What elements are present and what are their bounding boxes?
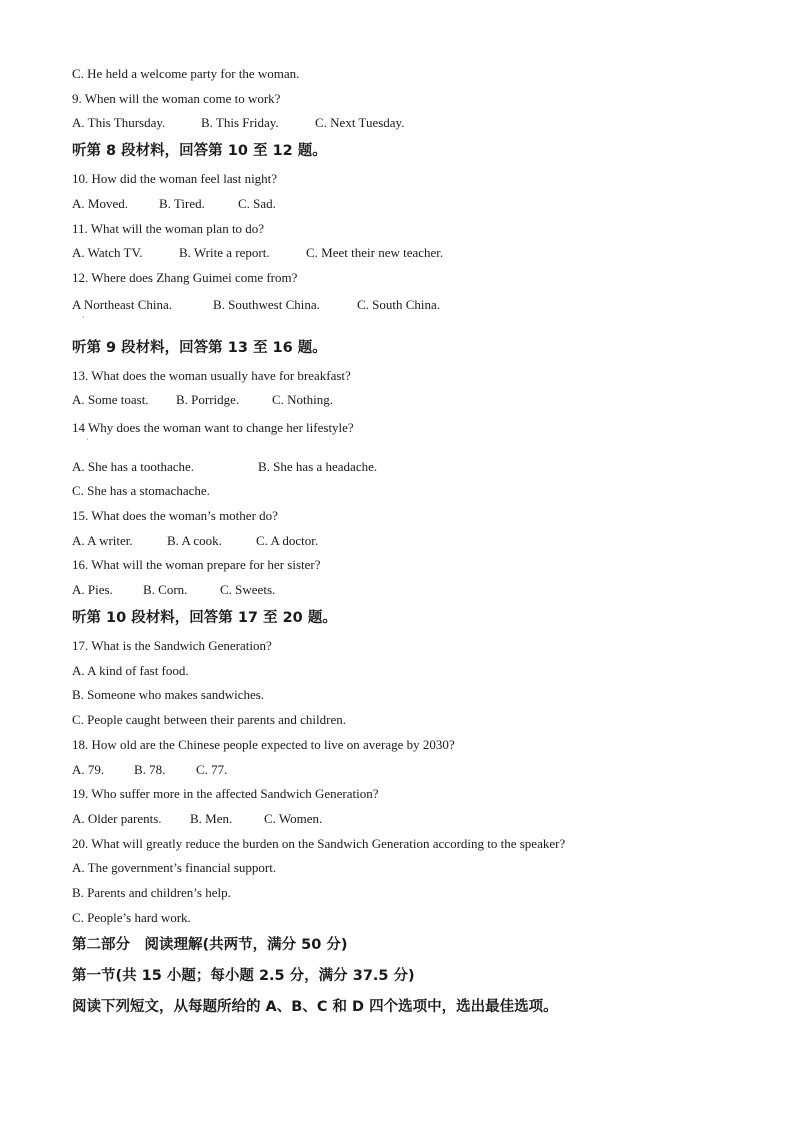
option-a: A. Older parents. (72, 811, 162, 826)
question-14-option-c: C. She has a stomachache. (72, 483, 210, 498)
question-17-option-c: C. People caught between their parents and children. (72, 712, 346, 727)
option-c: C. Meet their new teacher. (306, 245, 444, 260)
speck-mark: · (82, 313, 85, 322)
option-c: C. Women. (264, 811, 323, 826)
question-20: 20. What will greatly reduce the burden on the Sandwich Generation according to the speaker? (72, 836, 566, 851)
option-c: C. Nothing. (272, 392, 334, 407)
option-c: C. South China. (357, 297, 441, 312)
question-17-option-a: A. A kind of fast food. (72, 663, 189, 678)
question-9: 9. When will the woman come to work? (72, 91, 281, 106)
option-b: B. A cook. (167, 533, 222, 548)
option-b: B. This Friday. (201, 115, 279, 130)
option-b: B. She has a headache. (258, 459, 378, 474)
question-17: 17. What is the Sandwich Generation? (72, 638, 272, 653)
section-heading-10: 听第 10 段材料，回答第 17 至 20 题。 (72, 610, 337, 626)
question-17-option-b: B. Someone who makes sandwiches. (72, 687, 265, 702)
option-b: B. Tired. (159, 196, 205, 211)
question-16: 16. What will the woman prepare for her sister? (72, 557, 321, 572)
part-two-heading: 第二部分 阅读理解(共两节，满分 50 分) (72, 937, 348, 953)
q8-option-c: C. He held a welcome party for the woman. (72, 66, 300, 81)
question-20-option-b: B. Parents and children’s help. (72, 885, 231, 900)
question-10-options (72, 196, 276, 212)
section-heading-9: 听第 9 段材料，回答第 13 至 16 题。 (72, 340, 327, 356)
option-a: A. Moved. (72, 196, 128, 211)
speck-mark: · (86, 435, 89, 444)
question-10: 10. How did the woman feel last night? (72, 171, 278, 186)
option-a: A. This Thursday. (72, 115, 166, 130)
option-b: B. Porridge. (176, 392, 240, 407)
question-11-options (72, 245, 443, 261)
option-c: C. Next Tuesday. (315, 115, 405, 130)
option-b: B. Corn. (143, 582, 188, 597)
question-20-option-c: C. People’s hard work. (72, 910, 191, 925)
option-b: B. Write a report. (179, 245, 270, 260)
question-12-options (72, 297, 440, 313)
reading-instructions: 阅读下列短文，从每题所给的 A、B、C 和 D 四个选项中，选出最佳选项。 (72, 999, 558, 1015)
question-11: 11. What will the woman plan to do? (72, 221, 265, 236)
question-13-options (72, 392, 333, 408)
question-20-option-a: A. The government’s financial support. (72, 860, 277, 875)
option-b: B. 78. (134, 762, 166, 777)
option-c: C. Sad. (238, 196, 276, 211)
option-c: C. 77. (196, 762, 228, 777)
option-a: A. Watch TV. (72, 245, 143, 260)
option-a: A. A writer. (72, 533, 133, 548)
section-one-heading: 第一节(共 15 小题；每小题 2.5 分，满分 37.5 分) (72, 968, 415, 984)
question-12: 12. Where does Zhang Guimei come from? (72, 270, 298, 285)
option-a: A Northeast China. (72, 297, 173, 312)
option-c: C. A doctor. (256, 533, 319, 548)
question-18: 18. How old are the Chinese people expected to live on average by 2030? (72, 737, 455, 752)
question-13: 13. What does the woman usually have for breakfast? (72, 368, 351, 383)
question-9-options (72, 115, 404, 131)
question-16-options (72, 582, 275, 598)
question-14-options (72, 459, 377, 475)
option-a: A. 79. (72, 762, 105, 777)
option-b: B. Southwest China. (213, 297, 320, 312)
option-c: C. Sweets. (220, 582, 276, 597)
question-19: 19. Who suffer more in the affected Sandwich Generation? (72, 786, 379, 801)
question-15: 15. What does the woman’s mother do? (72, 508, 278, 523)
section-heading-8: 听第 8 段材料，回答第 10 至 12 题。 (72, 143, 327, 159)
question-15-options (72, 533, 318, 549)
question-14: 14 Why does the woman want to change her lifestyle? (72, 420, 354, 435)
option-a: A. Some toast. (72, 392, 149, 407)
question-19-options (72, 811, 322, 827)
question-18-options (72, 762, 227, 778)
option-b: B. Men. (190, 811, 233, 826)
option-a: A. She has a toothache. (72, 459, 195, 474)
option-a: A. Pies. (72, 582, 113, 597)
